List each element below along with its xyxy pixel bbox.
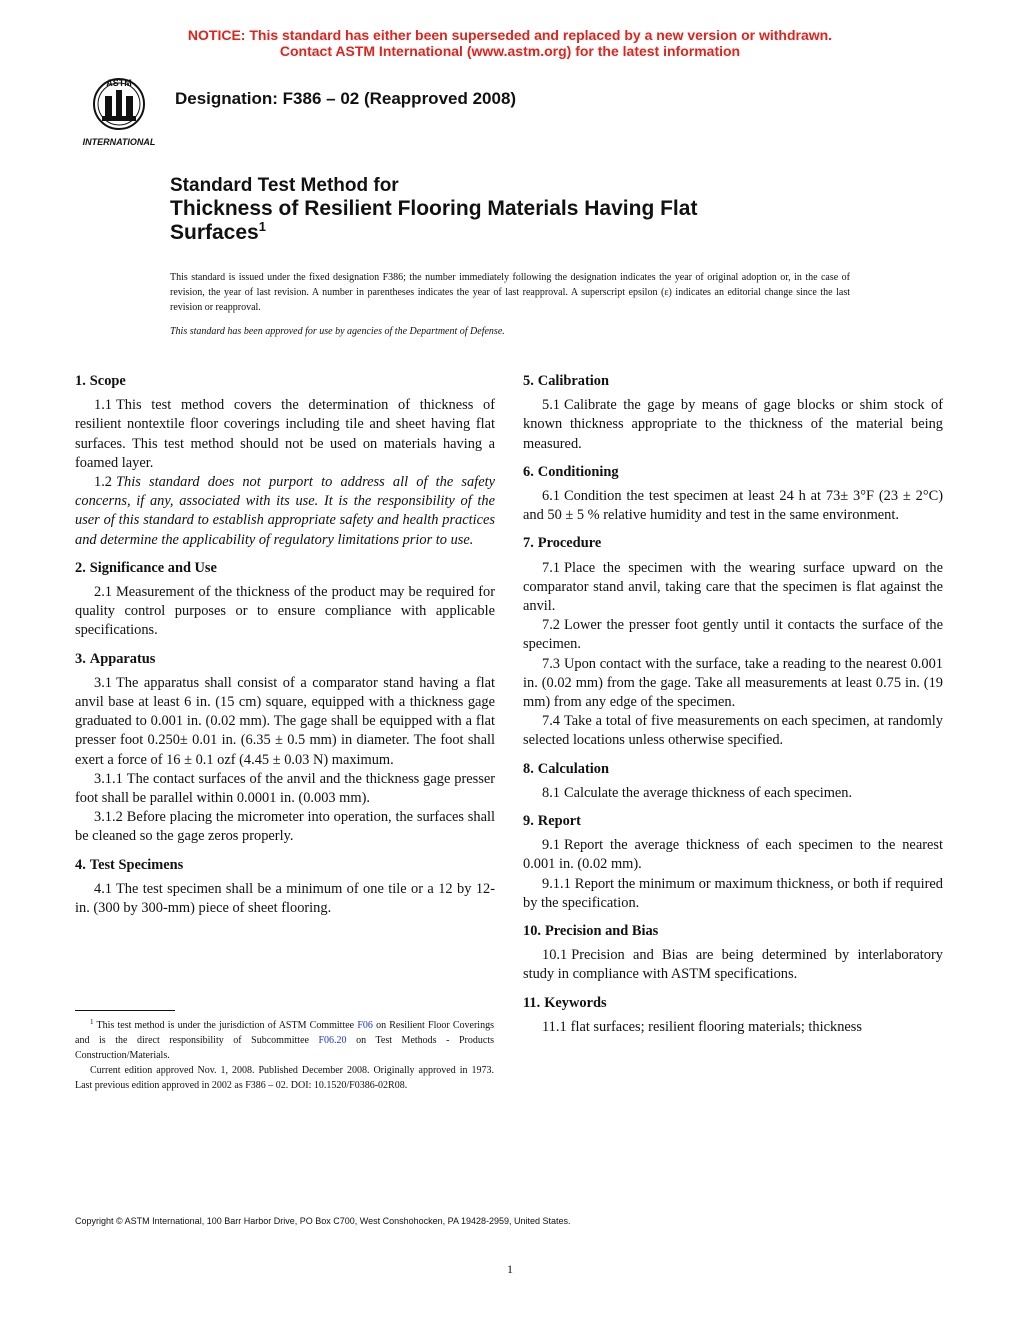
paragraph-number: 10.1 <box>542 947 568 964</box>
paragraph-text: Before placing the micrometer into operation, the surfaces shall be cleaned so the gage zeros properly. <box>75 809 495 845</box>
paragraph-number: 2.1 <box>94 584 112 601</box>
designation: Designation: F386 – 02 (Reapproved 2008) <box>175 89 517 108</box>
paragraph-text: flat surfaces; resilient flooring materials; thickness <box>570 1018 862 1035</box>
section-heading <box>75 856 495 875</box>
paragraph-number: 3.1 <box>94 674 112 691</box>
section-apparatus <box>75 650 495 847</box>
paragraph-text: Upon contact with the surface, take a reading to the nearest 0.001 in. (0.02 mm) from the gage. Take all measurements at least 0.75 in. (19 mm) from any edge of the specimen. <box>523 655 943 711</box>
paragraph-number: 7.3 <box>542 655 560 672</box>
subcommittee-link[interactable]: F06.20 <box>318 1035 347 1046</box>
committee-link[interactable]: F06 <box>357 1020 373 1031</box>
logo-caption: INTERNATIONAL <box>82 137 156 147</box>
section-heading <box>523 994 943 1013</box>
paragraph-text: Report the minimum or maximum thickness, or both if required by the specification. <box>523 875 943 911</box>
paragraph-number: 7.4 <box>542 713 560 730</box>
notice-line-2: Contact ASTM International (www.astm.org) for the latest information <box>279 43 741 59</box>
section-significance-and-use <box>75 559 495 641</box>
section-title: Significance and Use <box>89 559 217 576</box>
paragraph-number: 7.1 <box>542 559 560 576</box>
paragraph-text: Calibrate the gage by means of gage blocks or shim stock of known thickness appropriate to the thickness of the material being measured. <box>523 397 943 452</box>
section-procedure <box>523 534 943 750</box>
section-heading <box>75 650 495 669</box>
paragraph-text: The contact surfaces of the anvil and the thickness gage presser foot shall be parallel within 0.0001 in. (0.003 mm). <box>75 770 495 807</box>
paragraph-text: The test specimen shall be a minimum of one tile or a 12 by 12-in. (300 by 300-mm) piece of sheet flooring. <box>75 880 495 917</box>
section-title: Scope <box>89 373 126 389</box>
paragraph-text: This test method covers the determination of thickness of resilient nontextile floor coverings including tile and sheet having flat surfaces. This test method should not be used on materials having a foamed layer. <box>75 397 495 471</box>
section-title: Precision and Bias <box>545 923 659 940</box>
paragraph <box>523 655 943 713</box>
left-column <box>75 372 495 927</box>
section-number: 5. <box>523 373 534 389</box>
paragraph-text: This standard does not purport to address all of the safety concerns, if any, associated with its use. It is the responsibility of the user of this standard to establish appropriate safety and health practices and determine the applicability of regulatory limitations prior to use. <box>75 474 495 548</box>
paragraph <box>523 875 943 913</box>
section-heading <box>523 534 943 553</box>
section-test-specimens <box>75 856 495 919</box>
copyright-line: Copyright © ASTM International, 100 Barr Harbor Drive, PO Box C700, West Conshohocken, PA 19428-2959, United States. <box>75 1216 571 1226</box>
paragraph-number: 8.1 <box>542 784 560 801</box>
paragraph-number: 11.1 <box>542 1018 567 1035</box>
section-calculation <box>523 760 943 803</box>
footnote-edition: Current edition approved Nov. 1, 2008. Published December 2008. Originally approved in 1973. Last previous edition approved in 2002 as F386 – 02. DOI: 10.1520/F0386-02R08. <box>75 1065 494 1091</box>
paragraph-text: Precision and Bias are being determined by interlaboratory study in compliance with ASTM specifications. <box>523 947 943 983</box>
paragraph-number: 3.1.2 <box>94 809 123 826</box>
title-line-3-wrap <box>170 221 810 245</box>
issuance-statement: This standard is issued under the fixed designation F386; the number immediately following the designation indicates the year of original adoption or, in the case of revision, the year of last revision. A number in parentheses indicates the year of last reapproval. A superscript epsilon (ε) indicates an editorial change since the last revision or reapproval. <box>170 272 850 313</box>
paragraph <box>75 396 495 473</box>
paragraph-number: 9.1 <box>542 837 560 854</box>
title-line-3: Surfaces <box>170 221 259 244</box>
section-number: 10. <box>523 923 541 940</box>
logo-wordmark: ASTM <box>106 78 132 88</box>
astm-logo-icon <box>76 76 162 150</box>
paragraph <box>523 559 943 617</box>
dod-approval-statement: This standard has been approved for use by agencies of the Department of Defense. <box>170 326 505 337</box>
paragraph-text: Calculate the average thickness of each specimen. <box>564 784 853 801</box>
paragraph <box>523 946 943 984</box>
section-heading <box>523 760 943 779</box>
section-number: 3. <box>75 650 86 667</box>
paragraph-text: Place the specimen with the wearing surface upward on the comparator stand anvil, taking care that the specimen is flat against the anvil. <box>523 559 943 615</box>
section-calibration <box>523 372 943 454</box>
footnote-divider <box>75 1010 175 1011</box>
title-line-1: Standard Test Method for <box>170 175 399 196</box>
paragraph-text: Measurement of the thickness of the product may be required for quality control purposes or to ensure compliance with applicable specifications. <box>75 584 495 639</box>
footnote-1 <box>75 1018 494 1063</box>
section-number: 7. <box>523 535 534 552</box>
paragraph-text: The apparatus shall consist of a comparator stand having a flat anvil base at least 6 in. (15 cm) square, equipped with a thickness gage graduated to 0.001 in. (0.02 mm). The gage shall be equipped with a flat presser foot 0.250± 0.01 in. (6.35 ± 0.5 mm) in diameter. The foot shall exert a force of 16 ± 0.1 ozf (4.45 ± 0.03 N) maximum. <box>75 674 495 768</box>
paragraph-text: Lower the presser foot gently until it contacts the surface of the specimen. <box>523 617 943 653</box>
page-number: 1 <box>507 1262 513 1276</box>
paragraph <box>75 808 495 846</box>
right-column <box>523 372 943 1046</box>
paragraph-text: Report the average thickness of each specimen to the nearest 0.001 in. (0.02 mm). <box>523 837 943 873</box>
paragraph <box>75 674 495 770</box>
section-scope <box>75 372 495 550</box>
astm-logo <box>76 76 162 150</box>
paragraph <box>75 880 495 918</box>
title-footnote-mark: 1 <box>258 219 266 234</box>
section-title: Procedure <box>537 535 602 552</box>
paragraph-number: 5.1 <box>542 397 560 414</box>
section-heading <box>75 372 495 391</box>
section-number: 8. <box>523 760 534 777</box>
section-title: Calibration <box>537 373 609 389</box>
section-heading <box>523 812 943 831</box>
section-title: Report <box>537 813 581 830</box>
footnote-text-b: on Resilient Floor Coverings and is the direct responsibility of Subcommittee <box>75 1020 494 1046</box>
paragraph <box>523 1018 943 1037</box>
title-line-2: Thickness of Resilient Flooring Materials Having Flat <box>170 197 698 220</box>
section-number: 6. <box>523 463 534 480</box>
paragraph <box>523 487 943 525</box>
section-precision-and-bias <box>523 922 943 985</box>
section-report <box>523 812 943 913</box>
paragraph <box>523 396 943 454</box>
section-number: 1. <box>75 373 86 389</box>
section-heading <box>523 372 943 391</box>
paragraph-number: 1.2 <box>94 474 112 491</box>
paragraph-number: 9.1.1 <box>542 875 571 892</box>
section-number: 4. <box>75 856 86 873</box>
paragraph <box>75 583 495 641</box>
paragraph-number: 1.1 <box>94 397 112 414</box>
footnote-text-a: This test method is under the jurisdiction of ASTM Committee <box>96 1020 358 1031</box>
section-title: Test Specimens <box>89 856 184 873</box>
footnote-mark: 1 <box>90 1017 94 1026</box>
section-keywords <box>523 994 943 1037</box>
section-title: Keywords <box>544 994 607 1011</box>
paragraph-number: 4.1 <box>94 880 112 897</box>
section-title: Apparatus <box>89 650 156 667</box>
section-title: Calculation <box>537 760 609 777</box>
paragraph <box>523 616 943 654</box>
notice-line-1: NOTICE: This standard has either been superseded and replaced by a new version or withdrawn. <box>187 27 833 43</box>
withdrawn-notice <box>0 27 1020 59</box>
paragraph-text: Take a total of five measurements on each specimen, at randomly selected locations unless otherwise specified. <box>523 713 943 749</box>
footnote-text-c: on Test Methods - Products Construction/Materials. <box>75 1035 494 1061</box>
section-number: 9. <box>523 813 534 830</box>
document-title <box>170 175 810 245</box>
section-number: 2. <box>75 559 86 576</box>
section-number: 11. <box>523 994 541 1011</box>
footnotes <box>75 1018 494 1093</box>
paragraph <box>75 770 495 808</box>
section-conditioning <box>523 463 943 526</box>
paragraph-number: 7.2 <box>542 617 560 634</box>
paragraph-number: 6.1 <box>542 488 560 505</box>
paragraph <box>75 473 495 550</box>
section-heading <box>523 463 943 482</box>
section-title: Conditioning <box>537 463 619 480</box>
paragraph <box>523 784 943 803</box>
paragraph-text: Condition the test specimen at least 24 h at 73± 3°F (23 ± 2°C) and 50 ± 5 % relative humidity and test in the same environment. <box>523 488 943 524</box>
paragraph-number: 3.1.1 <box>94 770 123 787</box>
paragraph <box>523 836 943 874</box>
section-heading <box>75 559 495 578</box>
section-heading <box>523 922 943 941</box>
paragraph <box>523 712 943 750</box>
